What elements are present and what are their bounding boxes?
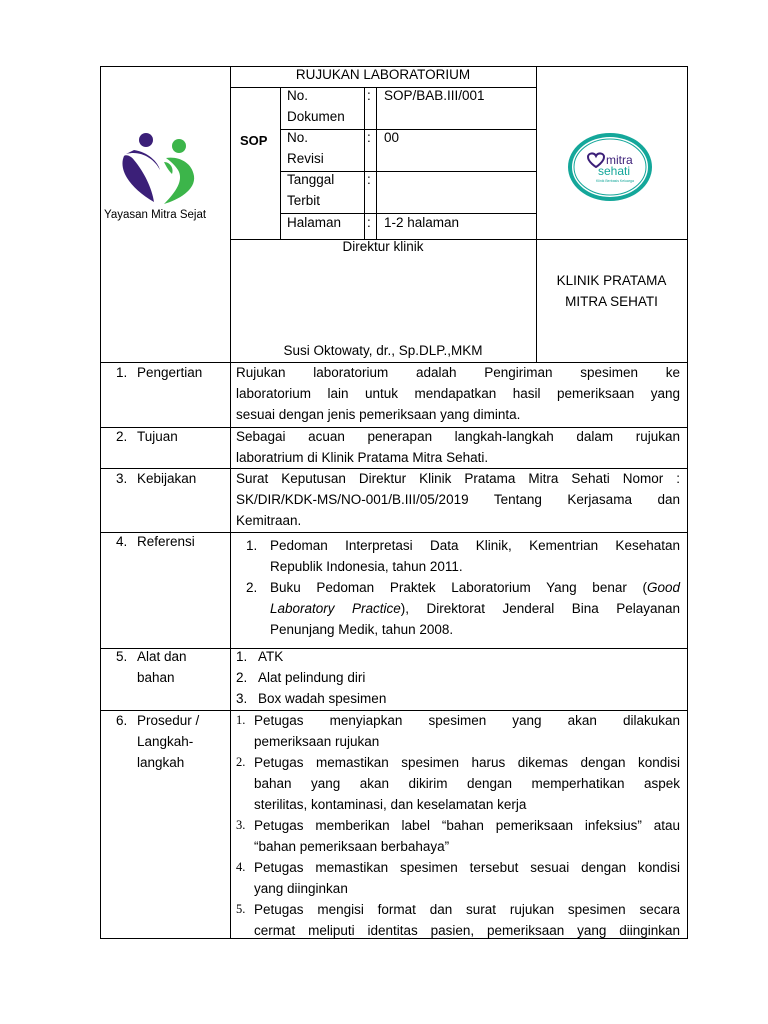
row-label: Dokumen: [287, 109, 345, 124]
prosedur-step: [254, 815, 680, 857]
logo-tagline: Klinik Berbasis Keluarga: [596, 179, 634, 183]
text-line: [270, 598, 680, 619]
director-title: Direktur klinik: [342, 239, 424, 254]
yayasan-logo-icon: [104, 128, 226, 208]
prosedur-step: [254, 710, 680, 752]
director-name: Susi Oktowaty, dr., Sp.DLP.,MKM: [283, 343, 483, 358]
row-colon: :: [367, 130, 371, 145]
document-title: RUJUKAN LABORATORIUM: [295, 67, 471, 82]
section-divider: [100, 648, 688, 649]
text-run: Buku Pedoman Praktek Laboratorium Yang benar (: [270, 580, 647, 595]
referensi-item: [270, 535, 680, 577]
section-number: 5.: [116, 649, 128, 664]
pengertian-text: [236, 362, 680, 425]
row-label: No.: [287, 130, 309, 145]
yayasan-logo-text: Yayasan Mitra Sejat: [104, 209, 207, 221]
text-line: SK/DIR/KDK-MS/NO-001/B.III/05/2019 Tentang Kerjasama dan: [236, 492, 680, 507]
section-title-prosedur: Prosedur /: [137, 713, 200, 728]
text-line: Kemitraan.: [236, 513, 302, 528]
text-line: Penunjang Medik, tahun 2008.: [270, 622, 454, 637]
list-number: 5.: [236, 902, 246, 916]
text-line: [270, 577, 680, 598]
sop-label: SOP: [240, 133, 268, 148]
prosedur-step: [254, 899, 680, 941]
section-title-pengertian: Pengertian: [137, 365, 203, 380]
text-line: Petugas menyiapkan spesimen yang akan dilakukan: [254, 713, 680, 728]
mitra-sehati-logo-icon: [566, 131, 654, 203]
text-line: Pedoman Interpretasi Data Klinik, Kementrian Kesehatan: [270, 538, 680, 553]
text-line: Petugas memastikan spesimen tersebut sesuai dengan kondisi: [254, 860, 680, 875]
italic-text: Good: [646, 580, 680, 595]
list-number: 2.: [236, 670, 248, 685]
border-right: [687, 66, 688, 939]
list-number: 3.: [236, 691, 248, 706]
logo-word-mitra: mitra: [606, 153, 633, 167]
row-colon: :: [367, 88, 371, 103]
list-number: 2.: [246, 580, 258, 595]
section-number: 2.: [116, 429, 128, 444]
list-number: 3.: [236, 818, 246, 832]
list-number: 2.: [236, 755, 246, 769]
row-label: Revisi: [287, 151, 324, 166]
section-title-tujuan: Tujuan: [137, 429, 178, 444]
column-divider: [536, 66, 537, 363]
logo-word-sehati: sehati: [598, 164, 631, 178]
section-title-prosedur: Langkah-: [137, 734, 194, 749]
text-line: Rujukan laboratorium adalah Pengiriman spesimen ke: [236, 365, 680, 380]
section-title-alat: Alat dan: [137, 649, 187, 664]
row-colon: :: [367, 172, 371, 187]
list-number: 1.: [236, 713, 246, 727]
yayasan-logo: [104, 128, 226, 228]
row-label: Terbit: [287, 193, 321, 208]
section-number: 3.: [116, 471, 128, 486]
row-colon: :: [367, 215, 371, 230]
column-divider: [280, 87, 281, 240]
column-divider: [376, 87, 377, 240]
text-line: bahan yang akan dikirim dengan memperhatikan aspek: [254, 776, 680, 791]
text-line: sesuai dengan jenis pemeriksaan yang diminta.: [236, 407, 521, 422]
tujuan-text: [236, 426, 680, 468]
list-number: 1.: [246, 538, 258, 553]
revision-value: 00: [384, 130, 400, 145]
text-line: sterilitas, kontaminasi, dan keselamatan kerja: [254, 797, 527, 812]
prosedur-step: [254, 857, 680, 899]
mitra-sehati-logo: [566, 131, 654, 203]
text-line: yang diinginkan: [254, 881, 348, 896]
list-item: ATK: [258, 649, 284, 664]
column-divider: [230, 66, 231, 939]
list-item: Alat pelindung diri: [258, 670, 366, 685]
text-line: pemeriksaan rujukan: [254, 734, 380, 749]
list-number: 1.: [236, 649, 248, 664]
clinic-name-line2: MITRA SEHATI: [565, 294, 658, 309]
text-line: laboratrium di Klinik Pratama Mitra Sehati.: [236, 450, 489, 465]
text-line: Petugas memberikan label “bahan pemeriksaan infeksius” atau: [254, 818, 680, 833]
text-line: Sebagai acuan penerapan langkah-langkah dalam rujukan: [236, 429, 680, 444]
referensi-item: [270, 577, 680, 640]
text-line: Surat Keputusan Direktur Klinik Pratama Mitra Sehati Nomor :: [236, 471, 680, 486]
prosedur-step: [254, 752, 680, 815]
kebijakan-text: [236, 468, 680, 531]
pages-value: 1-2 halaman: [384, 215, 460, 230]
clinic-name-line1: KLINIK PRATAMA: [556, 273, 667, 288]
section-number: 1.: [116, 365, 128, 380]
section-title-prosedur: langkah: [137, 755, 185, 770]
text-line: Petugas memastikan spesimen harus dikemas dengan kondisi: [254, 755, 680, 770]
text-line: cermat meliputi identitas pasien, pemeriksaan yang diinginkan: [254, 923, 680, 938]
text-line: laboratorium lain untuk mendapatkan hasil pemeriksaan yang: [236, 386, 680, 401]
section-number: 4.: [116, 534, 128, 549]
text-line: Republik Indonesia, tahun 2011.: [270, 559, 463, 574]
column-divider: [364, 87, 365, 240]
list-item: Box wadah spesimen: [258, 691, 387, 706]
row-label: Tanggal: [287, 172, 335, 187]
section-title-referensi: Referensi: [137, 534, 195, 549]
document-number-value: SOP/BAB.III/001: [384, 88, 485, 103]
section-number: 6.: [116, 713, 128, 728]
text-line: Petugas mengisi format dan surat rujukan spesimen secara: [254, 902, 680, 917]
section-title-alat: bahan: [137, 670, 175, 685]
row-label: No.: [287, 88, 309, 103]
section-title-kebijakan: Kebijakan: [137, 471, 197, 486]
border-left: [100, 66, 101, 939]
text-line: “bahan pemeriksaan berbahaya”: [254, 839, 450, 854]
list-number: 4.: [236, 860, 246, 874]
row-divider: [280, 129, 536, 130]
title-divider: [230, 87, 536, 88]
text-run: ), Direktorat Jenderal Bina Pelayanan: [400, 601, 681, 616]
row-label: Halaman: [287, 215, 342, 230]
italic-text: Laboratory Practice: [270, 601, 401, 616]
